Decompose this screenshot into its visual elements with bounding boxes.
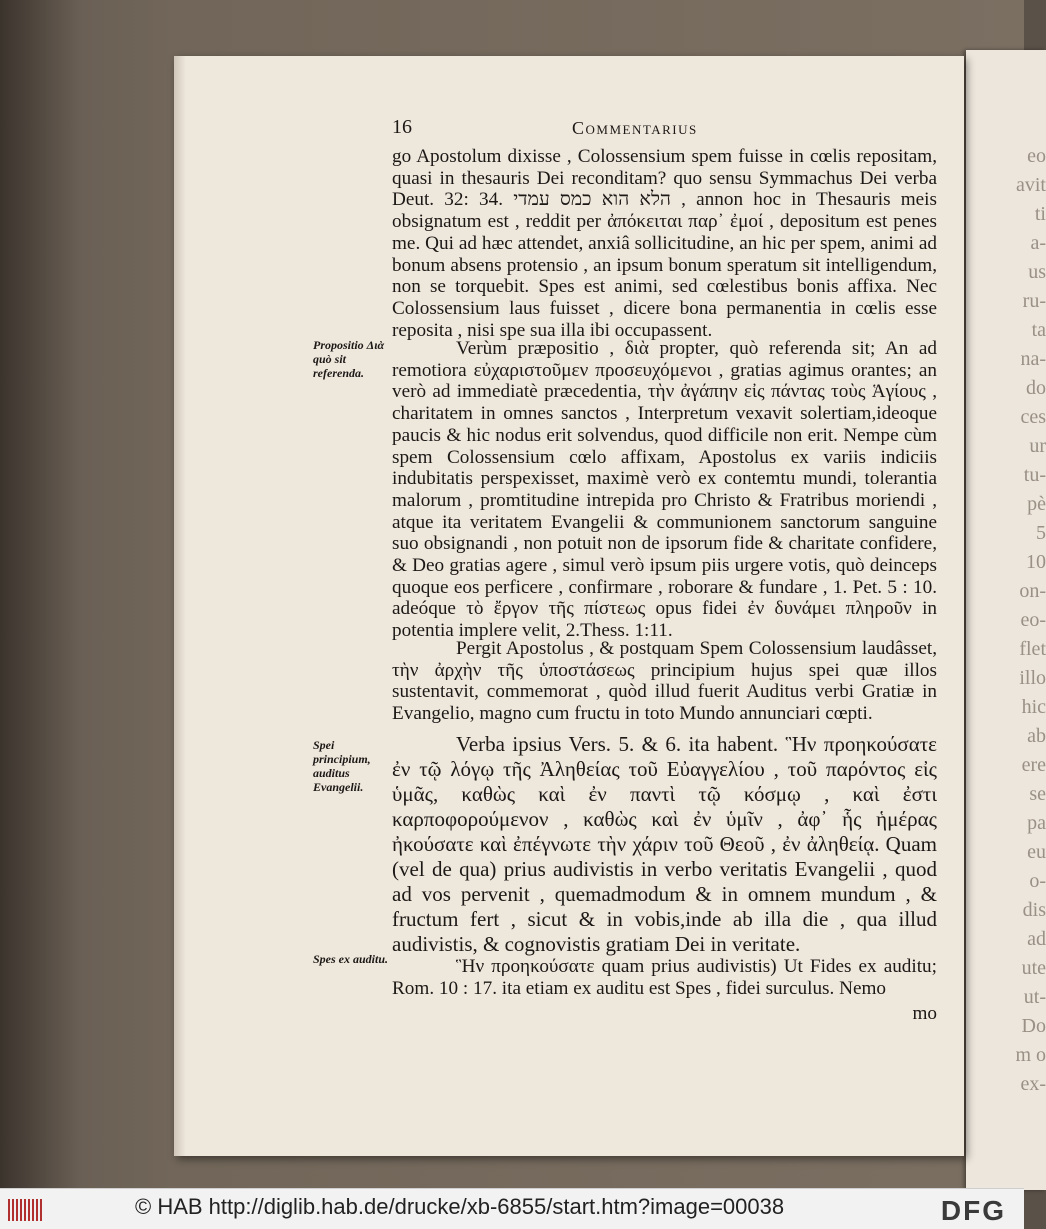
adjacent-page-fragment: avit	[1016, 174, 1046, 196]
adjacent-page-fragment: eo	[1027, 145, 1046, 167]
adjacent-page-fragment: pè	[1027, 493, 1046, 515]
catchword-text: mo	[912, 1003, 937, 1024]
adjacent-page-edge	[966, 50, 1046, 1190]
page-number: 16	[392, 116, 412, 138]
adjacent-page-fragment: Do	[1021, 1015, 1046, 1037]
margin-note-1: Propositio Διὰ quò sit referenda.	[313, 338, 385, 380]
adjacent-page-fragment: a-	[1030, 232, 1046, 254]
viewer-footer	[0, 1188, 1024, 1229]
adjacent-page-fragment: ur	[1029, 435, 1046, 457]
paragraph-5-text: Ἣν προηκούσατε quam prius audivistis) Ut Fides ex auditu; Rom. 10 : 17. ita etiam ex auditu est Spes , fidei surculus. Nemo	[392, 956, 937, 999]
adjacent-page-fragment: pa	[1027, 812, 1046, 834]
margin-note-2: Spei principium, auditus Evangelii.	[313, 738, 371, 794]
adjacent-page-fragment: ut-	[1023, 986, 1046, 1008]
adjacent-page-fragment: ad	[1027, 928, 1046, 950]
paragraph-5	[392, 956, 937, 999]
adjacent-page-fragment: o-	[1029, 870, 1046, 892]
adjacent-page-fragment: se	[1029, 783, 1046, 805]
adjacent-page-fragment: illo	[1019, 667, 1046, 689]
paragraph-1	[392, 146, 937, 341]
adjacent-page-fragment: ex-	[1020, 1073, 1046, 1095]
adjacent-page-fragment: ru-	[1022, 290, 1046, 312]
adjacent-page-fragment: tu-	[1023, 464, 1046, 486]
copyright-url[interactable]: © HAB http://diglib.hab.de/drucke/xb-6855/start.htm?image=00038	[135, 1194, 785, 1219]
adjacent-page-fragment: do	[1026, 377, 1046, 399]
adjacent-page-fragment: ta	[1031, 319, 1046, 341]
adjacent-page-fragment: 10	[1026, 551, 1046, 573]
adjacent-page-fragment: on-	[1019, 580, 1046, 602]
adjacent-page-fragment: flet	[1019, 638, 1046, 660]
page-header	[392, 116, 937, 142]
adjacent-page-fragment: dis	[1022, 899, 1046, 921]
margin-note-3: Spes ex auditu.	[313, 952, 389, 966]
paragraph-4-text: Verba ipsius Vers. 5. & 6. ita habent. Ἣν προηκούσατε ἐν τῷ λόγῳ τῆς Ἀληθείας τοῦ Εὐαγγελίου , τοῦ παρόντος εἰς ὑμᾶς, καθὼς καὶ ἐν παντὶ τῷ κόσμῳ , καὶ ἐστι καρποφορούμενον , καθὼς καὶ ἐν ὑμῖν , ἀφ᾽ ἧς ἡμέρας ἠκούσατε καὶ ἐπέγνωτε τὴν χάριν τοῦ Θεοῦ , ἐν ἀληθείᾳ. Quam (vel de qua) prius audivistis in verbo veritatis Evangelii , quod ad vos pervenit , quemadmodum & in omnem mundum , & fructum fert , sicut & in vobis,inde ab illa die , qua illud audivistis, & cognovistis gratiam Dei in veritate.	[392, 732, 937, 956]
adjacent-page-fragment: ere	[1021, 754, 1046, 776]
paragraph-4	[392, 732, 937, 957]
adjacent-page-fragment: eu	[1027, 841, 1046, 863]
adjacent-page-fragment: ces	[1020, 406, 1046, 428]
catchword	[392, 1003, 937, 1025]
barcode-icon	[8, 1199, 46, 1221]
adjacent-page-fragment: na-	[1020, 348, 1046, 370]
paragraph-2	[392, 338, 937, 642]
adjacent-page-fragment: 5	[1036, 522, 1046, 544]
adjacent-page-fragment: hic	[1021, 696, 1046, 718]
paragraph-3	[392, 638, 937, 725]
running-title: Commentarius	[572, 118, 698, 138]
paragraph-2-text: Verùm præpositio , διὰ propter, quò referenda sit; An ad remotiora εὐχαριστοῦμεν προσευχόμενοι , gratias agimus orantes; an verò ad immediatè præcedentia, τὴν ἀγάπην εἰς πάντας τοὺς Ἁγίους , charitatem in omnes sanctos , Interpretum vexavit solertiam,ideoque paucis & hic nodus erit solvendus, quod difficile non erit. Nempe cùm spem Colossensium cœlo affixam, Apostolus ex variis indiciis indubitatis perspexisset, maximè verò ex contemtu mundi, tolerantia malorum , promtitudine intrepida pro Christo & Fratribus moriendi , atque ita veritatem Evangelii & communionem sanctorum sanguine suo obsignandi , non potuit non de ipsorum fide & charitate confidere, & Deo gratias agere , simul verò ipsum piis urgere votis, quò deinceps quoque eos perficere , confirmare , roborare & fundare , 1. Pet. 5 : 10. adeóque τὸ ἔργον τῆς πίστεως opus fidei ἐν δυνάμει πληροῦν in potentia implere velit, 2.Thess. 1:11.	[392, 338, 937, 642]
adjacent-page-fragment: ab	[1027, 725, 1046, 747]
paragraph-3-text: Pergit Apostolus , & postquam Spem Colossensium laudâsset, τὴν ἀρχὴν τῆς ὑποστάσεως principium hujus spei quæ illos sustentavit, commemorat , quòd illud fuerit Auditus verbi Gratiæ in Evangelio, magno cum fructu in toto Mundo annunciari cœpti.	[392, 638, 937, 725]
paragraph-1-text: go Apostolum dixisse , Colossensium spem fuisse in cœlis repositam, quasi in thesauris Dei reconditam? quo sensu Symmachus Dei verba Deut. 32: 34. הלא הוא כמס עמדי , annon hoc in Thesauris meis obsignatum est , reddit per ἀπόκειται παρ᾽ ἐμοί , depositum est penes me. Qui ad hæc attendet, anxiâ sollicitudine, an hic per spem, animi ad bonum absens protensio , an ipsum bonum speratum sit intelligendum, non se torquebit. Spes est animi, sed cœlestibus bonis affixa. Nec Colossensium laus fuisset , dicere bona permanentia in cœlis esse reposita , nisi spe sua illa ibi occupassent.	[392, 146, 937, 341]
adjacent-page-fragment: ti	[1034, 203, 1046, 225]
adjacent-page-fragment: us	[1028, 261, 1046, 283]
adjacent-page-fragment: eo-	[1020, 609, 1046, 631]
adjacent-page-fragment: ute	[1021, 957, 1046, 979]
adjacent-page-fragment: m o	[1015, 1044, 1046, 1066]
dfg-logo: DFG	[940, 1195, 1006, 1226]
